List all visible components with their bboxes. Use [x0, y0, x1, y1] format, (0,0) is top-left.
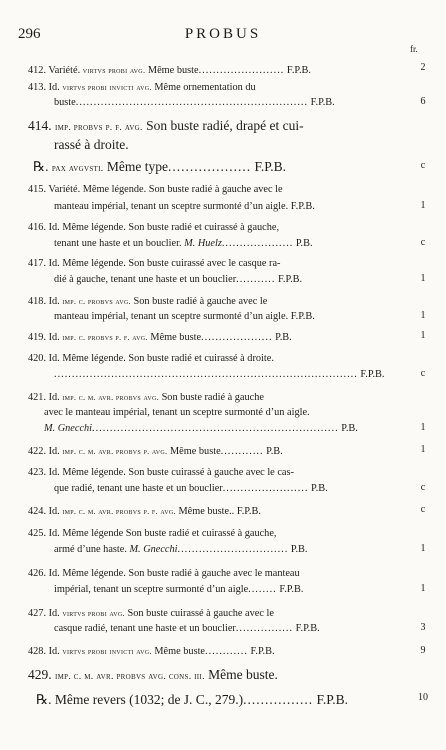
text-line	[28, 443, 406, 459]
text-line	[44, 421, 406, 437]
line-text: avec le manteau impérial, tenant un sceptre surmonté d’un aigle.	[44, 407, 310, 418]
legend-text: imp. c. m. avr. probvs avg.	[62, 392, 159, 402]
dot-leader: ...................	[167, 159, 252, 174]
line-text: ℞.	[33, 159, 52, 174]
rarity-mark: 1	[420, 543, 426, 554]
rarity-mark: 2	[420, 62, 426, 73]
line-text: 416. Id. Même légende. Son buste radié et cuirassé à gauche,	[28, 222, 280, 233]
line-text: 421. Id.	[28, 392, 63, 403]
line-text: Même buste.. F.P.B.	[175, 506, 261, 517]
dot-leader: ................	[235, 623, 294, 634]
line-text: P.B.	[263, 446, 283, 457]
line-text: 414.	[28, 118, 55, 133]
line-text: P.B.	[272, 332, 292, 343]
legend-text: virtvs probi avg.	[62, 608, 125, 618]
line-text: F.P.B.	[276, 584, 304, 595]
legend-text: pax avgvsti.	[51, 163, 104, 174]
line-text: Son buste radié, drapé et cui-	[142, 118, 304, 133]
line-text: 424. Id.	[28, 506, 63, 517]
rarity-mark: 6	[420, 96, 426, 107]
line-text: F.P.B.	[251, 159, 287, 174]
text-line	[28, 256, 394, 272]
line-text: 417. Id. Même légende. Son buste cuirassé avec le casque ra-	[28, 258, 281, 269]
rarity-mark: c	[420, 368, 426, 379]
dot-leader: ................	[243, 692, 314, 707]
line-text: F.P.B.	[247, 646, 275, 657]
rarity-mark: 1	[420, 583, 426, 594]
line-text: F.P.B.	[275, 274, 303, 285]
line-text: 426. Id. Même légende. Son buste radié à gauche avec le manteau	[28, 568, 300, 579]
dot-leader: ....................	[201, 332, 273, 343]
dot-leader: .....................................................................	[92, 423, 339, 434]
text-line	[54, 542, 406, 558]
line-text: 418. Id.	[28, 296, 63, 307]
dot-leader: .....................................................................................	[54, 369, 358, 380]
line-text: F.P.B.	[293, 623, 320, 634]
line-text: 415. Variété. Même légende. Son buste radié à gauche avec le	[28, 184, 283, 195]
text-line	[33, 158, 396, 176]
page-title: PROBUS	[184, 26, 262, 42]
text-line	[36, 691, 398, 709]
dot-leader: ........................	[222, 483, 309, 494]
line-text: P.B.	[288, 544, 308, 555]
line-text: 420. Id. Même légende. Son buste radié et cuirassé à droite.	[28, 353, 274, 364]
text-line	[28, 220, 394, 236]
line-text: Même buste	[147, 332, 202, 343]
collection-name: M. Huelz	[184, 238, 222, 249]
rarity-mark: 1	[420, 444, 426, 455]
dot-leader: ............	[220, 446, 264, 457]
rarity-mark: 9	[420, 645, 426, 656]
legend-text: imp. c. m. avr. probvs avg. cons. iii.	[55, 671, 205, 682]
text-line	[28, 566, 394, 582]
dot-leader: ............	[205, 646, 248, 657]
text-line	[28, 117, 394, 135]
line-text: F.P.B.	[357, 369, 385, 380]
line-text: Même buste	[167, 446, 221, 457]
line-text: P.B.	[308, 483, 328, 494]
rarity-mark: 1	[420, 330, 426, 341]
text-line	[28, 79, 394, 95]
legend-text: imp. c. m. avr. probvs p. f. avg.	[62, 506, 176, 516]
line-text: Même type	[103, 159, 168, 174]
legend-text: virtvs probi invicti avg.	[62, 82, 152, 92]
line-text: manteau impérial, tenant un sceptre surmonté d’un aigle. F.P.B.	[54, 311, 315, 322]
text-line	[54, 272, 406, 288]
line-text: rassé à droite.	[54, 137, 129, 152]
line-text: 422. Id.	[28, 446, 63, 457]
line-text: Son buste radié à gauche avec le	[130, 296, 268, 307]
line-text: F.P.B.	[313, 692, 349, 707]
line-text: 428. Id.	[28, 646, 63, 657]
dot-leader: ....................	[221, 238, 294, 249]
legend-text: virtvs probi invicti avg.	[62, 646, 152, 656]
text-line	[54, 309, 406, 325]
rarity-mark: c	[420, 237, 426, 248]
text-line	[54, 367, 406, 383]
text-line	[28, 389, 394, 405]
line-text: casque radié, tenant une haste et un bouclier	[54, 623, 236, 634]
legend-text: imp. probvs p. f. avg.	[55, 122, 143, 133]
text-line	[28, 293, 394, 309]
rarity-mark: c	[420, 160, 426, 171]
line-text: 423. Id. Même légende. Son buste cuirassé à gauche avec le cas-	[28, 467, 294, 478]
line-text: Même buste	[151, 646, 206, 657]
rarity-mark: c	[420, 482, 426, 493]
text-line	[28, 605, 394, 621]
dot-leader: .................................................................	[75, 97, 309, 108]
line-text: armé d’une haste.	[54, 544, 130, 555]
line-text: Son buste cuirassé à gauche avec le	[124, 608, 274, 619]
line-text: 419. Id.	[28, 332, 63, 343]
rarity-mark: 1	[420, 422, 426, 433]
line-text: F.P.B.	[308, 97, 335, 108]
legend-text: imp. c. m. avr. probvs p. avg.	[62, 446, 168, 456]
line-text: impérial, tenant un sceptre surmonté d’un aigle	[54, 584, 249, 595]
dot-leader: ........	[248, 584, 277, 595]
legend-text: virtvs probi avg.	[82, 65, 146, 75]
text-line	[28, 62, 406, 78]
collection-name: M. Gnecchi	[44, 423, 93, 434]
text-line	[28, 182, 394, 198]
dot-leader: ...............................	[177, 544, 289, 555]
line-text: buste	[54, 97, 76, 108]
line-text: 427. Id.	[28, 608, 63, 619]
text-line	[54, 95, 406, 111]
line-text: dié à gauche, tenant une haste et un bouclier	[54, 274, 237, 285]
text-line	[54, 136, 184, 154]
text-line	[28, 666, 394, 684]
text-line	[54, 236, 406, 252]
rarity-mark: 1	[420, 273, 426, 284]
line-text: Même buste.	[204, 667, 278, 682]
line-text: Même buste	[145, 65, 199, 76]
line-text: manteau impérial, tenant un sceptre surmonté d’un aigle. F.P.B.	[54, 201, 315, 212]
rarity-mark: 1	[420, 200, 426, 211]
rarity-column-heading: fr.	[410, 44, 418, 54]
line-text: 425. Id. Même légende Son buste radié et cuirassé à gauche,	[28, 528, 277, 539]
text-line	[28, 351, 394, 367]
text-line	[28, 465, 394, 481]
line-text: F.P.B.	[284, 65, 311, 76]
text-line	[28, 526, 394, 542]
text-line	[44, 405, 394, 421]
text-line	[54, 582, 406, 598]
line-text: 412. Variété.	[28, 65, 83, 76]
line-text: tenant une haste et un bouclier.	[54, 238, 185, 249]
dot-leader: ...........	[236, 274, 276, 285]
text-line	[28, 643, 406, 659]
line-text: P.B.	[293, 238, 313, 249]
legend-text: imp. c. probvs p. f. avg.	[62, 332, 148, 342]
line-text: Son buste radié à gauche	[159, 392, 264, 403]
line-text: 429.	[28, 667, 55, 682]
rarity-mark: 3	[420, 622, 426, 633]
text-line	[54, 621, 406, 637]
dot-leader: ........................	[198, 65, 285, 76]
line-text: 413. Id.	[28, 82, 63, 93]
line-text: Même ornementation du	[151, 82, 256, 93]
line-text: P.B.	[338, 423, 358, 434]
collection-name: M. Gnecchi	[129, 544, 178, 555]
legend-text: imp. c. probvs avg.	[62, 296, 131, 306]
text-line	[28, 329, 406, 345]
line-text: ℞. Même revers (1032; de J. C., 279.)	[36, 692, 244, 707]
rarity-mark: c	[420, 504, 426, 515]
text-line	[54, 481, 406, 497]
line-text: que radié, tenant une haste et un bouclier	[54, 483, 223, 494]
rarity-mark: 1	[420, 310, 426, 321]
page-number: 296	[18, 26, 41, 42]
text-line	[28, 503, 406, 519]
rarity-mark: 10	[418, 692, 428, 703]
text-line	[54, 199, 406, 215]
